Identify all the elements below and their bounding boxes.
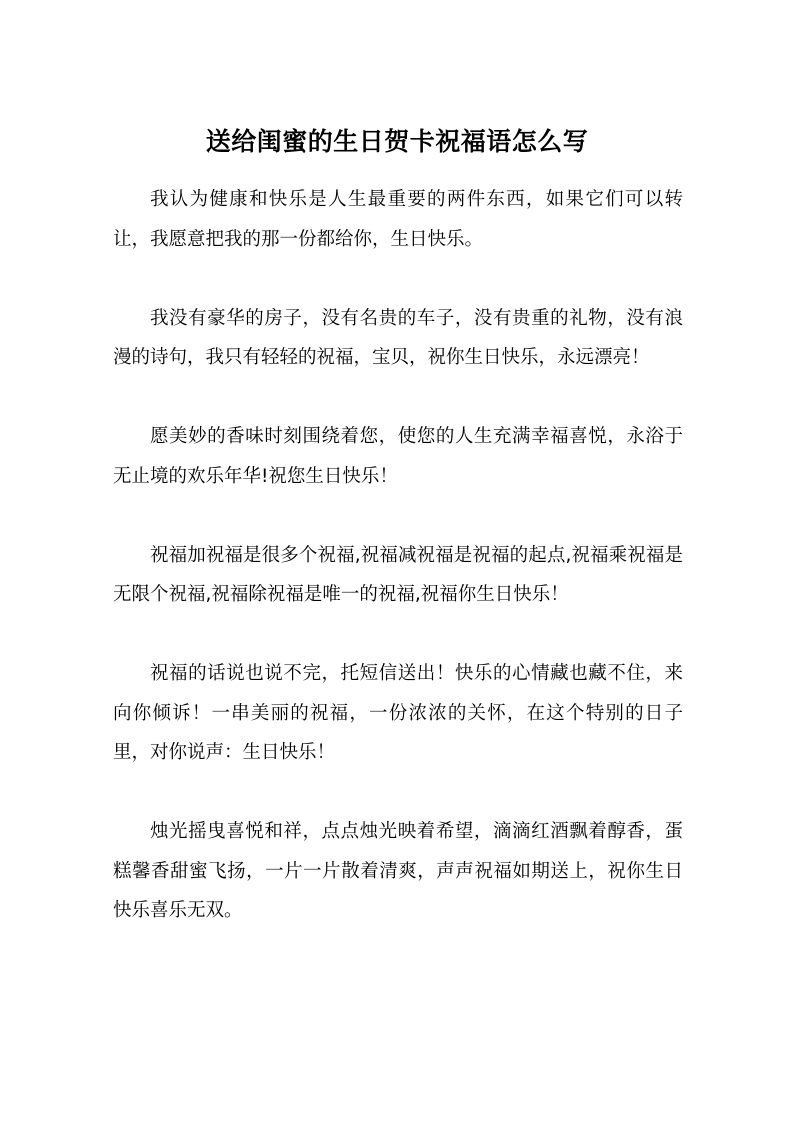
- paragraph-6: 烛光摇曳喜悦和祥，点点烛光映着希望，滴滴红酒飘着醇香，蛋糕馨香甜蜜飞扬，一片一片散着清爽，声声祝福如期送上，祝你生日快乐喜乐无双。: [113, 821, 683, 921]
- paragraph-1: 我认为健康和快乐是人生最重要的两件东西，如果它们可以转让，我愿意把我的那一份都给你，生日快乐。: [113, 189, 683, 250]
- document-body: [113, 180, 683, 970]
- document-title: 送给闺蜜的生日贺卡祝福语怎么写: [205, 127, 589, 156]
- paragraph-5: 祝福的话说也说不完，托短信送出！快乐的心情藏也藏不住，来向你倾诉！一串美丽的祝福，一份浓浓的关怀，在这个特别的日子里，对你说声：生日快乐！: [113, 663, 683, 763]
- paragraph-3: 愿美妙的香味时刻围绕着您，使您的人生充满幸福喜悦，永浴于无止境的欢乐年华!祝您生日快乐！: [113, 426, 683, 487]
- paragraph-4: 祝福加祝福是很多个祝福,祝福减祝福是祝福的起点,祝福乘祝福是无限个祝福,祝福除祝福是唯一的祝福,祝福你生日快乐！: [113, 544, 683, 605]
- paragraph-2: 我没有豪华的房子，没有名贵的车子，没有贵重的礼物，没有浪漫的诗句，我只有轻轻的祝福，宝贝，祝你生日快乐，永远漂亮！: [113, 307, 683, 368]
